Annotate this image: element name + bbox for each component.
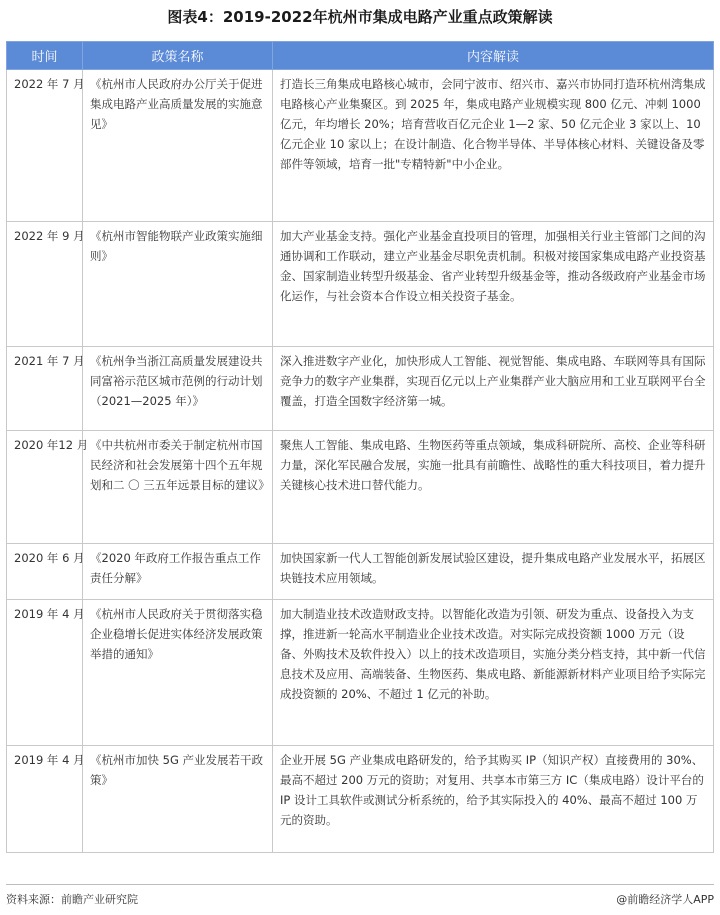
table-row xyxy=(7,431,714,544)
row-time: 2019 年 4 月 xyxy=(7,600,83,746)
row-content: 企业开展 5G 产业集成电路研发的，给予其购买 IP（知识产权）直接费用的 30%、最高不超过 200 万元的资助；对复用、共享本市第三方 IC（集成电路）设计平台的 IP 设计工具软件或测试分析系统的，给予其实际投入的 40%、最高不超过 100 万元的资助。 xyxy=(273,746,714,853)
row-content: 加快国家新一代人工智能创新发展试验区建设，提升集成电路产业发展水平，拓展区块链技术应用领域。 xyxy=(273,544,714,600)
table-row xyxy=(7,544,714,600)
row-content: 加大制造业技术改造财政支持。以智能化改造为引领、研发为重点、设备投入为支撑，推进新一轮高水平制造业企业技术改造。对实际完成投资额 1000 万元（设备、外购技术及软件投入）以上的技术改造项目，实施分类分档支持，其中新一代信息技术及应用、高端装备、生物医药、集成电路、新能源新材料产业项目给予实际完成投资额的 20%、不超过 1 亿元的补助。 xyxy=(273,600,714,746)
row-time: 2019 年 4 月 xyxy=(7,746,83,853)
row-policy-name: 《杭州市加快 5G 产业发展若干政策》 xyxy=(83,746,273,853)
row-time: 2021 年 7 月 xyxy=(7,347,83,431)
row-time: 2020 年 6 月 xyxy=(7,544,83,600)
header-time: 时间 xyxy=(7,42,83,70)
footer-divider xyxy=(6,884,714,885)
row-content: 加大产业基金支持。强化产业基金直投项目的管理，加强相关行业主管部门之间的沟通协调和工作联动，建立产业基金尽职免责机制。积极对接国家集成电路产业投资基金、国家制造业转型升级基金、省产业转型升级基金等，推动各级政府产业基金市场化运作，与社会资本合作设立相关投资子基金。 xyxy=(273,222,714,347)
header-policy-name: 政策名称 xyxy=(83,42,273,70)
row-content: 深入推进数字产业化，加快形成人工智能、视觉智能、集成电路、车联网等具有国际竞争力的数字产业集群，实现百亿元以上产业集群产业大脑应用和工业互联网平台全覆盖，打造全国数字经济第一城。 xyxy=(273,347,714,431)
table-row xyxy=(7,746,714,853)
table-row xyxy=(7,600,714,746)
source-note: 资料来源：前瞻产业研究院 xyxy=(6,893,138,906)
policy-table xyxy=(6,41,714,853)
brand-label: @前瞻经济学人APP xyxy=(616,893,714,906)
table-header-row xyxy=(7,42,714,70)
row-policy-name: 《杭州争当浙江高质量发展建设共同富裕示范区城市范例的行动计划（2021—2025 年）》 xyxy=(83,347,273,431)
row-policy-name: 《2020 年政府工作报告重点工作责任分解》 xyxy=(83,544,273,600)
table-row xyxy=(7,70,714,222)
table-row xyxy=(7,347,714,431)
row-time: 2022 年 7 月 xyxy=(7,70,83,222)
table-row xyxy=(7,222,714,347)
row-time: 2020 年12 月 xyxy=(7,431,83,544)
row-policy-name: 《杭州市人民政府关于贯彻落实稳企业稳增长促进实体经济发展政策举措的通知》 xyxy=(83,600,273,746)
header-content: 内容解读 xyxy=(273,42,714,70)
row-content: 打造长三角集成电路核心城市，会同宁波市、绍兴市、嘉兴市协同打造环杭州湾集成电路核心产业集聚区。到 2025 年，集成电路产业规模实现 800 亿元、冲刺 1000 亿元，年均增长 20%；培育营收百亿元企业 1—2 家、50 亿元企业 3 家以上、10 亿元企业 10 家以上；在设计制造、化合物半导体、半导体核心材料、关键设备及零部件等领域，培育一批"专精特新"中小企业。 xyxy=(273,70,714,222)
row-policy-name: 《中共杭州市委关于制定杭州市国民经济和社会发展第十四个五年规划和二 〇 三五年远景目标的建议》 xyxy=(83,431,273,544)
row-time: 2022 年 9 月 xyxy=(7,222,83,347)
row-policy-name: 《杭州市人民政府办公厅关于促进集成电路产业高质量发展的实施意见》 xyxy=(83,70,273,222)
chart-title: 图表4：2019-2022年杭州市集成电路产业重点政策解读 xyxy=(167,8,553,26)
row-policy-name: 《杭州市智能物联产业政策实施细则》 xyxy=(83,222,273,347)
row-content: 聚焦人工智能、集成电路、生物医药等重点领域，集成科研院所、高校、企业等科研力量，深化军民融合发展，实施一批具有前瞻性、战略性的重大科技项目，着力提升关键核心技术进口替代能力。 xyxy=(273,431,714,544)
